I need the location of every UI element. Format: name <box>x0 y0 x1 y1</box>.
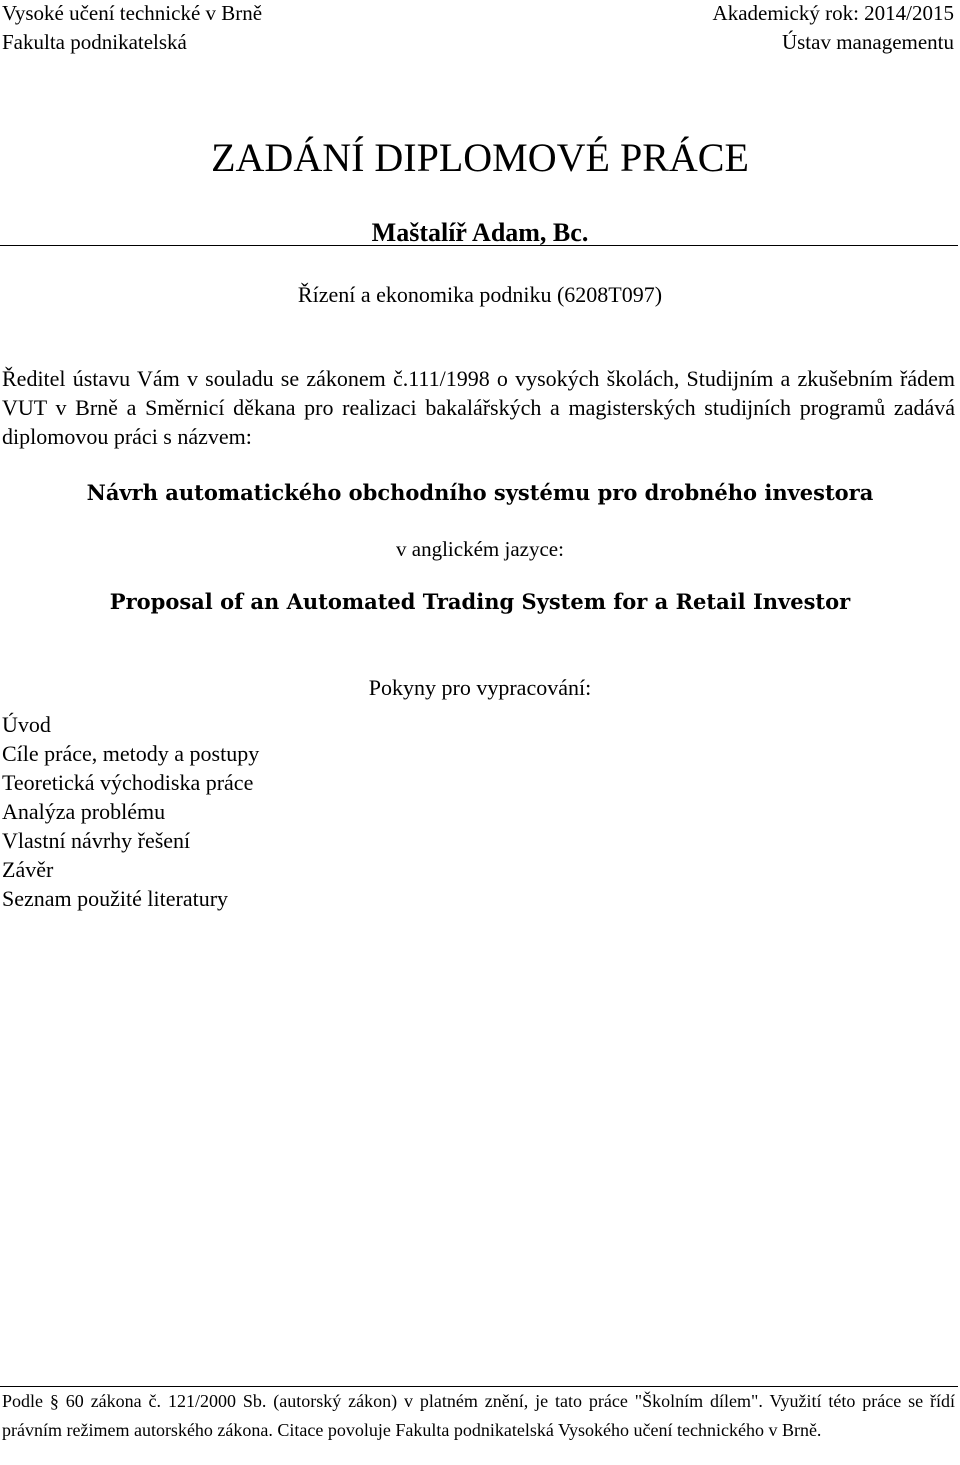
outline-item: Cíle práce, metody a postupy <box>2 741 260 766</box>
thesis-title-english: Proposal of an Automated Trading System for a Retail Investor <box>109 589 851 614</box>
institute-name: Ústav managementu <box>781 30 954 54</box>
outline-item: Závěr <box>2 857 54 882</box>
document-title: ZADÁNÍ DIPLOMOVÉ PRÁCE <box>211 135 749 180</box>
instructions-heading: Pokyny pro vypracování: <box>368 675 592 700</box>
student-name: Maštalíř Adam, Bc. <box>371 218 589 247</box>
assignment-intro: Ředitel ústavu Vám v souladu se zákonem č.111/1998 o vysokých školách, Studijním a zkušebním řádem VUT v Brně a Směrnicí děkana pro realizaci bakalářských a magisterských studijních programů zadává diplomovou práci s názvem: <box>2 366 955 449</box>
english-title-label: v anglickém jazyce: <box>396 537 564 561</box>
thesis-outline <box>2 710 259 913</box>
academic-year: Akademický rok: 2014/2015 <box>712 1 954 25</box>
copyright-notice: Podle § 60 zákona č. 121/2000 Sb. (autorský zákon) v platném znění, je tato práce "Školním dílem". Využití této práce se řídí právním režimem autorského zákona. Citace povoluje Fakulta podnikatelská Vysokého učení technického v Brně. <box>2 1391 955 1440</box>
faculty-name: Fakulta podnikatelská <box>2 30 187 54</box>
study-program: Řízení a ekonomika podniku (6208T097) <box>297 282 663 307</box>
outline-item: Úvod <box>2 712 51 737</box>
name-divider <box>0 245 958 246</box>
outline-item: Analýza problému <box>2 799 166 824</box>
outline-item: Vlastní návrhy řešení <box>2 828 191 853</box>
outline-item: Seznam použité literatury <box>2 886 229 911</box>
outline-item: Teoretická východiska práce <box>2 770 254 795</box>
university-name: Vysoké učení technické v Brně <box>2 1 263 25</box>
thesis-title-czech: Návrh automatického obchodního systému pro drobného investora <box>86 480 874 505</box>
